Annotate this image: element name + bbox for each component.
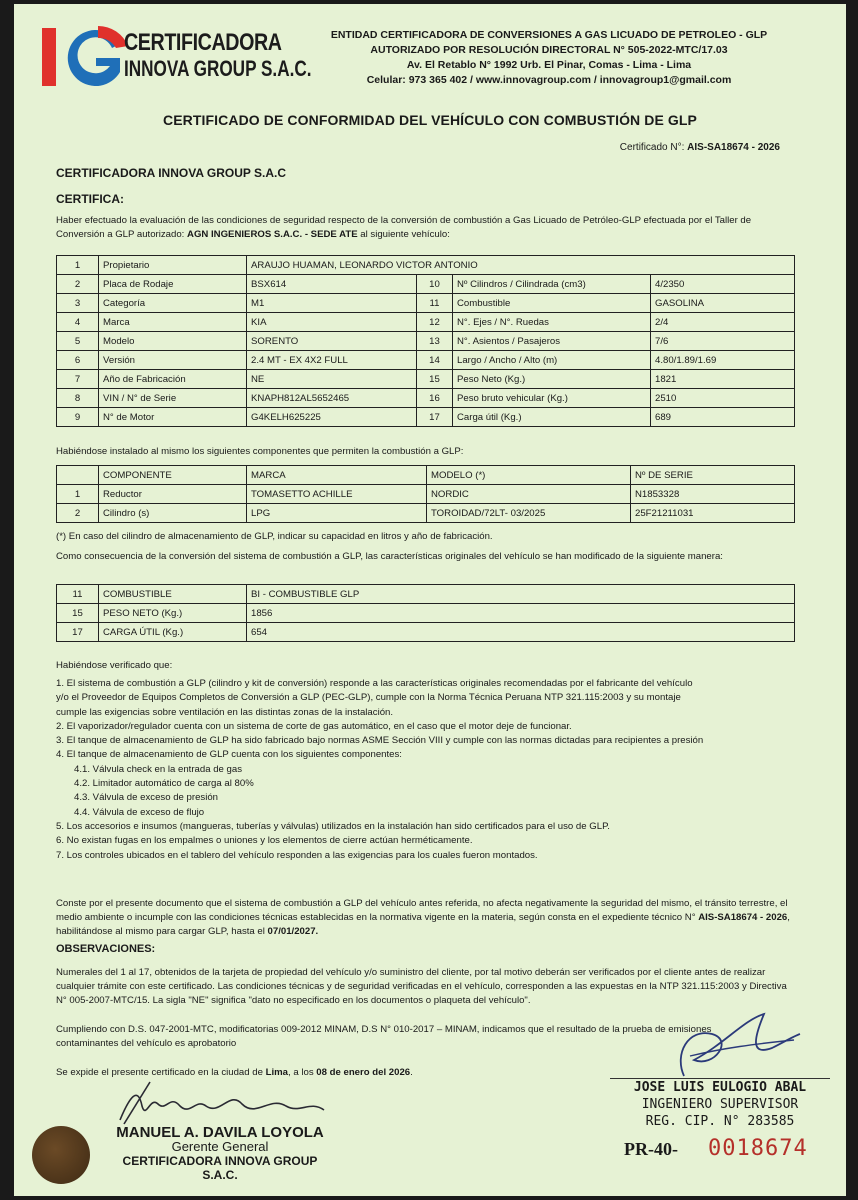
check-item: cumple las exigencias sobre ventilación en las distintas zonas de la instalación.: [56, 706, 394, 718]
component-serial: 25F21211031: [631, 504, 795, 523]
expedition-date: 08 de enero del 2026: [316, 1067, 411, 1078]
header-cell: MARCA: [247, 466, 427, 485]
table-row: [57, 294, 795, 313]
table-row: [57, 623, 795, 642]
field-label: N°. Asientos / Pasajeros: [453, 332, 651, 351]
field-label: Peso bruto vehicular (Kg.): [453, 389, 651, 408]
field-label: Peso Neto (Kg.): [453, 370, 651, 389]
components-table: [56, 465, 795, 523]
certifica-heading: CERTIFICA:: [56, 192, 124, 206]
subcheck-item: 4.4. Válvula de exceso de flujo: [74, 806, 205, 818]
field-value: 2/4: [651, 313, 795, 332]
check-item: 3. El tanque de almacenamiento de GLP ha sido fabricado bajo normas ASME Sección VIII y cumple con las normas dictadas para recipientes a presión: [56, 735, 704, 747]
footnote: (*) En caso del cilindro de almacenamiento de GLP, indicar su capacidad en litros y año de fabricación.: [56, 531, 493, 542]
intro-text: Haber efectuado la evaluación de las condiciones de seguridad respecto de la conversión de combustión a Gas Licuado de Petróleo-GLP efectuada por el Taller de Conversión a GLP autorizado:: [56, 215, 752, 240]
workshop-name: AGN INGENIEROS S.A.C. - SEDE ATE: [187, 229, 358, 240]
row-number: 15: [417, 370, 453, 389]
field-label: COMBUSTIBLE: [99, 585, 247, 604]
field-label: Nº Cilindros / Cilindrada (cm3): [453, 275, 651, 294]
row-number: 5: [57, 332, 99, 351]
conste-paragraph: [56, 897, 796, 939]
signer-manager-company: CERTIFICADORA INNOVA GROUP S.A.C.: [122, 1154, 318, 1182]
component-serial: N1853328: [631, 485, 795, 504]
row-number: 2: [57, 504, 99, 523]
subcheck-item: 4.2. Limitador automático de carga al 80%: [74, 778, 254, 790]
field-value: 654: [247, 623, 795, 642]
company-heading: CERTIFICADORA INNOVA GROUP S.A.C: [56, 166, 287, 180]
field-value: KIA: [247, 313, 417, 332]
field-label: CARGA ÚTIL (Kg.): [99, 623, 247, 642]
field-label: N° de Motor: [99, 408, 247, 427]
row-number: 11: [57, 585, 99, 604]
expediente-number: AIS-SA18674 - 2026: [698, 912, 788, 923]
field-label: Placa de Rodaje: [99, 275, 247, 294]
check-item: 7. Los controles ubicados en el tablero del vehículo responden a las exigencias para los cuales fueron montados.: [56, 849, 538, 861]
row-number: 3: [57, 294, 99, 313]
row-number: 15: [57, 604, 99, 623]
form-code: PR-40-: [624, 1139, 678, 1159]
check-item: y/o el Proveedor de Equipos Completos de Conversión a GLP (PEC-GLP), cumple con la Norma Técnica Peruana NTP 321.115:2003 y su montaje: [56, 692, 681, 704]
field-value: G4KELH625225: [247, 408, 417, 427]
row-number: 17: [57, 623, 99, 642]
subcheck-item: 4.3. Válvula de exceso de presión: [74, 792, 218, 804]
vehicle-table: [56, 255, 795, 427]
header-cell: MODELO (*): [427, 466, 631, 485]
table-row: [57, 370, 795, 389]
field-value: 4/2350: [651, 275, 795, 294]
row-number: 4: [57, 313, 99, 332]
conste-text: Conste por el presente documento que el sistema de combustión a GLP del vehículo antes referida, no afecta negativamente la seguridad del mismo, el tránsito terrestre, el medio ambiente o incumple con las condiciones técnicas establecidas en la normativa vigente en la materia, según consta en el expediente técnico N°: [56, 898, 788, 923]
component-name: Reductor: [99, 485, 247, 504]
header-line: Av. El Retablo N° 1992 Urb. El Pinar, Comas - Lima - Lima: [406, 59, 692, 71]
field-value: GASOLINA: [651, 294, 795, 313]
table-row: [57, 604, 795, 623]
component-model: TOROIDAD/72LT- 03/2025: [427, 504, 631, 523]
intro-paragraph: [56, 214, 796, 242]
signer-manager-name: MANUEL A. DAVILA LOYOLA: [116, 1124, 324, 1141]
signer-manager: [110, 1126, 330, 1182]
table-row: [57, 275, 795, 294]
field-value: 2510: [651, 389, 795, 408]
verified-intro: Habiéndose verificado que:: [56, 660, 173, 671]
row-number: 17: [417, 408, 453, 427]
certificate-number: [620, 142, 780, 153]
table-header-row: [57, 466, 795, 485]
row-number: 8: [57, 389, 99, 408]
row-number: 7: [57, 370, 99, 389]
table-row: [57, 389, 795, 408]
seal-icon: [32, 1126, 90, 1184]
consequence-paragraph: Como consecuencia de la conversión del sistema de combustión a GLP, las características originales del vehículo se han modificado de la siguiente manera:: [56, 551, 723, 562]
row-number: 1: [57, 256, 99, 275]
header-cell: Nº DE SERIE: [631, 466, 795, 485]
field-label: Versión: [99, 351, 247, 370]
components-intro: Habiéndose instalado al mismo los siguientes componentes que permiten la combustión a GLP:: [56, 446, 464, 457]
logo-name: CERTIFICADORA: [124, 29, 282, 56]
modified-table: [56, 584, 795, 642]
form-serial-number: 0018674: [708, 1136, 808, 1161]
check-item: 4. El tanque de almacenamiento de GLP cuenta con los siguientes componentes:: [56, 749, 402, 761]
header-cell: [57, 466, 99, 485]
check-item: 2. El vaporizador/regulador cuenta con un sistema de corte de gas automático, en el caso que el motor deje de funcionar.: [56, 720, 572, 732]
signature-engineer-icon: [654, 1004, 804, 1084]
signer-engineer-name: JOSE LUIS EULOGIO ABAL: [610, 1078, 830, 1096]
table-row: [57, 351, 795, 370]
checks-list: [56, 677, 801, 863]
signer-engineer-role: INGENIERO SUPERVISOR: [641, 1097, 799, 1112]
certificate-number-value: AIS-SA18674 - 2026: [687, 142, 780, 153]
expedition-text-end: .: [410, 1067, 413, 1078]
field-value: 7/6: [651, 332, 795, 351]
header-line: Celular: 973 365 402 / www.innovagroup.com / innovagroup1@gmail.com: [366, 74, 732, 86]
valid-until-date: 07/01/2027.: [267, 926, 319, 937]
expedition-text: Se expide el presente certificado en la ciudad de: [56, 1067, 266, 1078]
field-value: 1821: [651, 370, 795, 389]
signer-manager-role: Gerente General: [171, 1139, 269, 1154]
expedition-city: Lima: [265, 1067, 289, 1078]
row-number: 1: [57, 485, 99, 504]
row-number: 2: [57, 275, 99, 294]
row-number: 14: [417, 351, 453, 370]
field-label: Carga útil (Kg.): [453, 408, 651, 427]
header-line: AUTORIZADO POR RESOLUCIÓN DIRECTORAL N° 505-2022-MTC/17.03: [370, 44, 728, 56]
signer-engineer: [610, 1078, 830, 1130]
header-line: ENTIDAD CERTIFICADORA DE CONVERSIONES A GAS LICUADO DE PETROLEO - GLP: [330, 29, 768, 41]
table-row: [57, 485, 795, 504]
field-value: 4.80/1.89/1.69: [651, 351, 795, 370]
header-lines: [314, 28, 784, 88]
row-number: 12: [417, 313, 453, 332]
field-value: SORENTO: [247, 332, 417, 351]
intro-text-end: al siguiente vehículo:: [357, 229, 450, 240]
table-row: [57, 256, 795, 275]
field-value: 689: [651, 408, 795, 427]
logo-subtitle: INNOVA GROUP S.A.C.: [124, 56, 312, 81]
subcheck-item: 4.1. Válvula check en la entrada de gas: [74, 763, 243, 775]
observaciones-paragraph: Numerales del 1 al 17, obtenidos de la tarjeta de propiedad del vehículo y/o suministro del cliente, por tal motivo deberán ser verificados por el cliente antes de realizar cualquier trámite con este certificado. Las condiciones técnicas y de seguridad verificadas en el vehículo, corresponden a las expuestas en la NTP 321.115:2003 y Directiva N° 005-2007-MTC/15. La sigla "NE" significa "dato no especificado en los documentos o plaqueta del vehículo".: [56, 967, 787, 1006]
component-model: NORDIC: [427, 485, 631, 504]
field-value: 1856: [247, 604, 795, 623]
component-name: Cilindro (s): [99, 504, 247, 523]
observaciones-heading: OBSERVACIONES:: [56, 943, 156, 955]
row-number: 6: [57, 351, 99, 370]
innova-logo-icon: [38, 24, 134, 94]
field-value: NE: [247, 370, 417, 389]
field-label: Año de Fabricación: [99, 370, 247, 389]
check-item: 5. Los accesorios e insumos (mangueras, tuberías y válvulas) utilizados en la instalación han sido certificados para el uso de GLP.: [56, 820, 610, 832]
table-row: [57, 504, 795, 523]
row-number: 16: [417, 389, 453, 408]
row-number: 10: [417, 275, 453, 294]
table-row: [57, 332, 795, 351]
field-value: KNAPH812AL5652465: [247, 389, 417, 408]
check-item: 6. No existan fugas en los empalmes o uniones y los elementos de cierre actúan herméticamente.: [56, 835, 473, 847]
field-label: Modelo: [99, 332, 247, 351]
row-number: 11: [417, 294, 453, 313]
field-label: Combustible: [453, 294, 651, 313]
row-number: 9: [57, 408, 99, 427]
table-row: [57, 408, 795, 427]
field-value: M1: [247, 294, 417, 313]
document-title: CERTIFICADO DE CONFORMIDAD DEL VEHÍCULO CON COMBUSTIÓN DE GLP: [163, 112, 697, 128]
table-row: [57, 585, 795, 604]
certificate-page: [14, 4, 846, 1196]
field-value: 2.4 MT - EX 4X2 FULL: [247, 351, 417, 370]
field-value: BSX614: [247, 275, 417, 294]
field-label: VIN / N° de Serie: [99, 389, 247, 408]
field-value: BI - COMBUSTIBLE GLP: [247, 585, 795, 604]
signer-engineer-reg: REG. CIP. N° 283585: [645, 1114, 795, 1129]
header-cell: COMPONENTE: [99, 466, 247, 485]
field-label: Propietario: [99, 256, 247, 275]
check-item: 1. El sistema de combustión a GLP (cilindro y kit de conversión) responde a las características originales recomendadas por el fabricante del vehículo: [56, 678, 693, 689]
field-value: ARAUJO HUAMAN, LEONARDO VICTOR ANTONIO: [247, 256, 795, 275]
certificate-number-label: Certificado N°:: [619, 142, 685, 153]
field-label: N°. Ejes / N°. Ruedas: [453, 313, 651, 332]
row-number: 13: [417, 332, 453, 351]
component-brand: LPG: [247, 504, 427, 523]
field-label: PESO NETO (Kg.): [99, 604, 247, 623]
component-brand: TOMASETTO ACHILLE: [247, 485, 427, 504]
field-label: Largo / Ancho / Alto (m): [453, 351, 651, 370]
cumpliendo-paragraph: Cumpliendo con D.S. 047-2001-MTC, modificatorias 009-2012 MINAM, D.S N° 010-2017 – MINAM, indicamos que el resultado de la prueba de emisiones contaminantes del vehículo es aprobatorio: [56, 1024, 712, 1049]
expedition-text-2: , a los: [288, 1067, 317, 1078]
conste-text-2: , habilitándose al mismo para cargar GLP, hasta el: [56, 912, 790, 937]
field-label: Marca: [99, 313, 247, 332]
field-label: Categoría: [99, 294, 247, 313]
table-row: [57, 313, 795, 332]
